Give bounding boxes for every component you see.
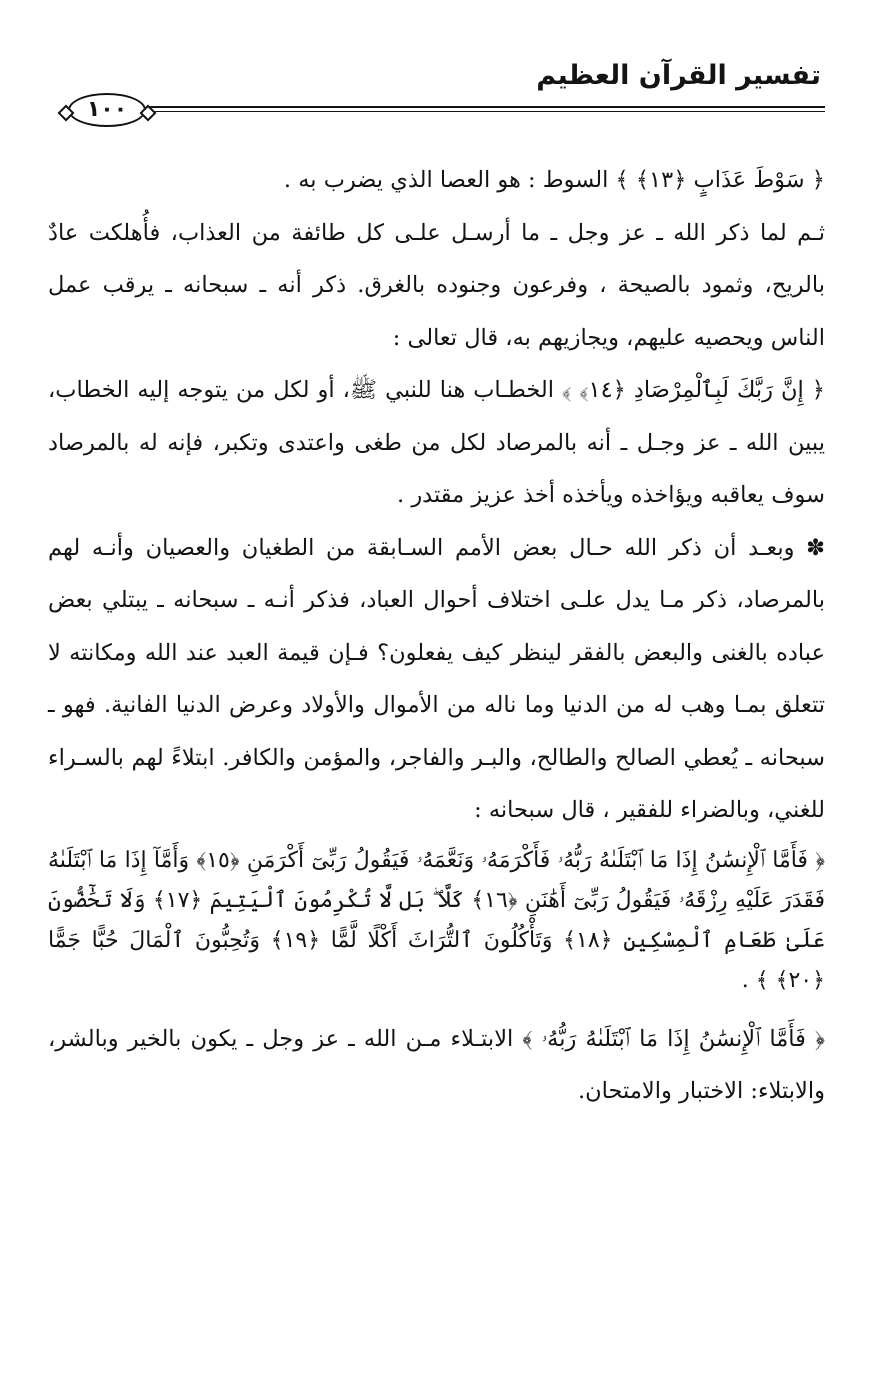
- paragraph-4: ✽ وبعـد أن ذكر الله حـال بعض الأمم السـابقة من الطغيان والعصيان وأنـه لهم بالمرصاد، ذكر مـا يدل علـى اختلاف أحوال العباد، فذكر أنـه ـ سبحانه ـ يبتلي بعض عباده بالغنى والبعض بالفقر لينظر كيف يفعلون؟ فـإن قيمة العبد عند الله ومكانته لا تتعلق بمـا وهب له من الدنيا وما ناله من الأموال والأولاد وعرض الدنيا الفانية. فهو ـ سبحانه ـ يُعطي الصالح والطالح، والبـر والفاجر، والمؤمن والكافر. ابتلاءً لهم بالسـراء للغني، وبالضراء للفقير ، قال سبحانه :: [48, 534, 825, 823]
- header-rule-thin: [146, 111, 825, 112]
- page-header: [48, 60, 825, 130]
- paragraph-1: ﴿ سَوْطَ عَذَابٍ ﴿١٣﴾ ﴾ السوط : هو العصا الذي يضرب به .: [283, 167, 825, 193]
- book-title: تفسير القرآن العظيم: [536, 60, 821, 91]
- page-number-badge: [68, 93, 146, 127]
- paragraph-3: ﴿ إِنَّ رَبَّكَ لَبِٱلْمِرْصَادِ ﴿١٤﴾ ﴾ الخطـاب هنا للنبي ﷺ، أو لكل من يتوجه إليه الخطاب، يبين الله ـ عز وجـل ـ أنه بالمرصاد لكل من طغى واعتدى وتكبر، فإنه له بالمرصاد سوف يعاقبه ويؤاخذه ويأخذه أخذ عزيز مقتدر .: [48, 377, 825, 508]
- paragraph-2: ثـم لما ذكر الله ـ عز وجل ـ ما أرسـل علـى كل طائفة من العذاب، فأُهلكت عادٌ بالريح، وثمود بالصيحة ، وفرعون وجنوده بالغرق. ذكر أنه ـ سبحانه ـ يرقب عمل الناس ويحصيه عليهم، ويجازيهم به، قال تعالى :: [48, 219, 825, 351]
- header-rule-thick: [146, 106, 825, 108]
- page-body: [48, 154, 825, 1118]
- closing-paragraph: ﴿ فَأَمَّا ٱلْإِنسَٰنُ إِذَا مَا ٱبْتَلَىٰهُ رَبُّهُۥ ﴾ الابتـلاء مـن الله ـ عز وجل ـ يكون بالخير وبالشر، والابتلاء: الاختبار والامتحان.: [48, 1025, 825, 1104]
- page-number: ١٠٠: [86, 97, 128, 122]
- quran-passage: ﴿ فَأَمَّا ٱلْإِنسَٰنُ إِذَا مَا ٱبْتَلَىٰهُ رَبُّهُۥ فَأَكْرَمَهُۥ وَنَعَّمَهُۥ فَيَقُولُ رَبِّىٓ أَكْرَمَنِ ﴿١٥﴾ وَأَمَّآ إِذَا مَا ٱبْتَلَىٰهُ فَقَدَرَ عَلَيْهِ رِزْقَهُۥ فَيَقُولُ رَبِّىٓ أَهَٰنَنِ ﴿١٦﴾ كَلَّا ۖ بَل لَّا تُكْرِمُونَ ٱلْيَتِيمَ ﴿١٧﴾ وَلَا تَحَٰٓضُّونَ عَلَىٰ طَعَامِ ٱلْمِسْكِينِ ﴿١٨﴾ وَتَأْكُلُونَ ٱلتُّرَاثَ أَكْلًا لَّمًّا ﴿١٩﴾ وَتُحِبُّونَ ٱلْمَالَ حُبًّا جَمًّا ﴿٢٠﴾ ﴾ .: [48, 847, 825, 993]
- header-rule: [48, 97, 825, 123]
